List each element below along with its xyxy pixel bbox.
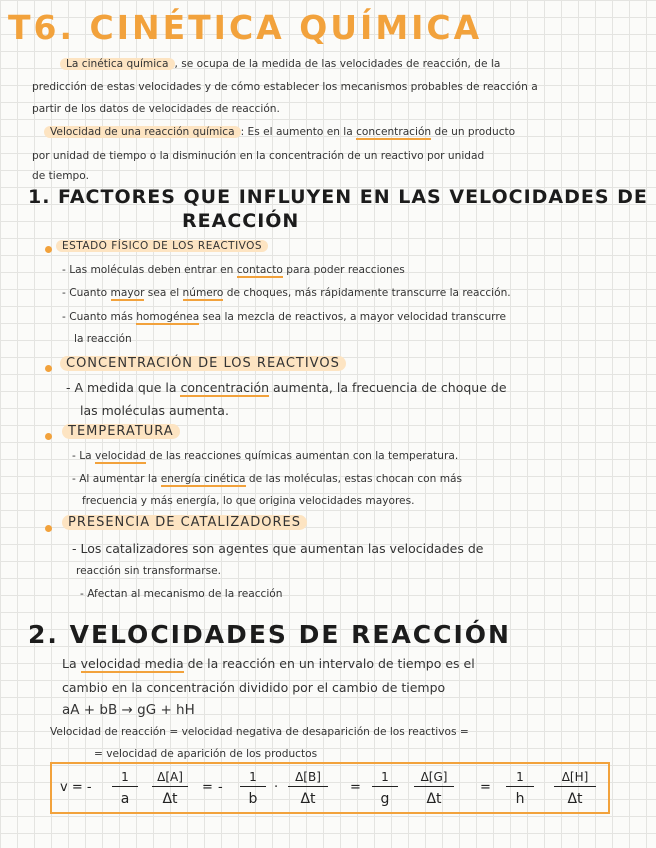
- heading-concentracion-text: CONCENTRACIÓN DE LOS REACTIVOS: [60, 356, 346, 371]
- catalizadores-line-3: - Afectan al mecanismo de la reacción: [80, 588, 283, 600]
- underline-numero: número: [182, 287, 224, 299]
- underline-velocidad-media: velocidad media: [80, 656, 184, 671]
- page-title: T6. CINÉTICA QUÍMICA: [8, 8, 483, 47]
- denominator: g: [380, 791, 390, 807]
- velocidad-definition-line-1: [44, 126, 515, 138]
- numerator: Δ[A]: [152, 770, 188, 787]
- temp-l1b: de las reacciones químicas aumentan con la temperatura.: [145, 450, 459, 462]
- denominator: h: [515, 791, 525, 807]
- conc-l1a: - A medida que la: [66, 380, 181, 395]
- conc-l1b: aumenta, la frecuencia de choque de: [269, 380, 507, 395]
- temp-l2b: de las moléculas, estas chocan con más: [245, 473, 463, 485]
- reaction-equation: aA + bB → gG + hH: [62, 702, 195, 718]
- section-2-line-1: [62, 656, 475, 671]
- denominator: b: [248, 791, 258, 807]
- underline-concentracion-2: concentración: [180, 380, 270, 395]
- numerator: 1: [112, 770, 138, 787]
- formula-v: v = -: [60, 780, 92, 795]
- underline-mayor: mayor: [110, 287, 145, 299]
- bullet-icon: [45, 365, 52, 372]
- s2-l1a: La: [62, 656, 81, 671]
- bullet-icon: [45, 525, 52, 532]
- section-1-title-line-1: 1. FACTORES QUE INFLUYEN EN LAS VELOCIDADES DE: [28, 186, 648, 208]
- underline-concentracion: concentración: [356, 126, 432, 138]
- heading-estado-text: ESTADO FÍSICO DE LOS REACTIVOS: [56, 240, 268, 252]
- catalizadores-line-2: reacción sin transformarse.: [76, 565, 222, 577]
- numerator: Δ[B]: [288, 770, 328, 787]
- heading-concentracion: [60, 356, 346, 371]
- underline-contacto: contacto: [236, 264, 283, 276]
- heading-catalizadores: [62, 515, 307, 530]
- rate-formula-box: [50, 762, 610, 814]
- estado-line-1: [62, 264, 405, 276]
- fraction-dH-dt: [554, 770, 596, 807]
- estado-l2a: - Cuanto: [62, 287, 111, 299]
- section-2-title: 2. VELOCIDADES DE REACCIÓN: [28, 620, 511, 649]
- underline-energia-cinetica: energía cinética: [160, 473, 246, 485]
- fraction-dA-dt: [152, 770, 188, 807]
- underline-velocidad: velocidad: [94, 450, 146, 462]
- temperatura-line-3: frecuencia y más energía, lo que origina velocidades mayores.: [82, 495, 415, 507]
- denominator: Δt: [300, 791, 316, 807]
- fraction-1-over-g: [372, 770, 398, 807]
- intro-line-2: predicción de estas velocidades y de cómo establecer los mecanismos probables de reacción a: [32, 81, 538, 93]
- temp-l2a: - Al aumentar la: [72, 473, 161, 485]
- heading-temperatura-text: TEMPERATURA: [62, 424, 180, 439]
- denominator: Δt: [567, 791, 583, 807]
- temperatura-line-1: [72, 450, 458, 462]
- formula-dot: ·: [274, 780, 279, 795]
- vel-text: : Es el aumento en la: [240, 126, 357, 138]
- estado-line-4: la reacción: [74, 333, 132, 345]
- s2-l1b: de la reacción en un intervalo de tiempo es el: [183, 656, 475, 671]
- fraction-1-over-b: [240, 770, 266, 807]
- fraction-1-over-a: [112, 770, 138, 807]
- heading-catalizadores-text: PRESENCIA DE CATALIZADORES: [62, 515, 307, 530]
- formula-equals: =: [202, 780, 213, 795]
- velocidad-definition-line-2: por unidad de tiempo o la disminución en la concentración de un reactivo por unidad: [32, 150, 485, 162]
- formula-minus: -: [218, 780, 223, 795]
- estado-l3a: - Cuanto más: [62, 311, 137, 323]
- numerator: 1: [372, 770, 398, 787]
- numerator: 1: [506, 770, 534, 787]
- bullet-icon: [45, 246, 52, 253]
- underline-homogenea: homogénea: [136, 311, 200, 323]
- numerator: Δ[H]: [554, 770, 596, 787]
- vel-text-2: de un producto: [431, 126, 516, 138]
- section-2-line-3: Velocidad de reacción = velocidad negativa de desaparición de los reactivos =: [50, 726, 469, 738]
- section-2-line-4: = velocidad de aparición de los productos: [94, 748, 318, 760]
- fraction-dG-dt: [414, 770, 454, 807]
- catalizadores-line-1: - Los catalizadores son agentes que aumentan las velocidades de: [72, 541, 484, 556]
- estado-l2b: sea el: [144, 287, 183, 299]
- fraction-dB-dt: [288, 770, 328, 807]
- concentracion-line-2: las moléculas aumenta.: [80, 403, 229, 418]
- estado-l3b: sea la mezcla de reactivos, a mayor velocidad transcurre: [199, 311, 506, 323]
- intro-line-3: partir de los datos de velocidades de reacción.: [32, 103, 280, 115]
- heading-estado-fisico: [56, 240, 268, 252]
- intro-highlight-cinetica: La cinética química: [60, 58, 175, 70]
- estado-line-2: [62, 287, 511, 299]
- velocidad-label: Velocidad de una reacción química: [44, 126, 241, 138]
- section-2-line-2: cambio en la concentración dividido por el cambio de tiempo: [62, 680, 446, 695]
- estado-line-3: [62, 311, 506, 323]
- estado-l1a: - Las moléculas deben entrar en: [62, 264, 237, 276]
- temperatura-line-2: [72, 473, 462, 485]
- intro-text: , se ocupa de la medida de las velocidades de reacción, de la: [174, 58, 501, 70]
- denominator: Δt: [426, 791, 442, 807]
- velocidad-definition-line-3: de tiempo.: [32, 170, 89, 182]
- fraction-1-over-h: [506, 770, 534, 807]
- temp-l1a: - La: [72, 450, 95, 462]
- formula-equals: =: [480, 780, 491, 795]
- denominator: a: [120, 791, 130, 807]
- numerator: 1: [240, 770, 266, 787]
- numerator: Δ[G]: [414, 770, 454, 787]
- estado-l1b: para poder reacciones: [282, 264, 405, 276]
- denominator: Δt: [162, 791, 178, 807]
- concentracion-line-1: [66, 380, 507, 395]
- formula-equals: =: [350, 780, 361, 795]
- bullet-icon: [45, 433, 52, 440]
- intro-line-1: [60, 58, 500, 70]
- estado-l2c: de choques, más rápidamente transcurre la reacción.: [223, 287, 511, 299]
- section-1-title-line-2: REACCIÓN: [182, 210, 300, 232]
- heading-temperatura: [62, 424, 180, 439]
